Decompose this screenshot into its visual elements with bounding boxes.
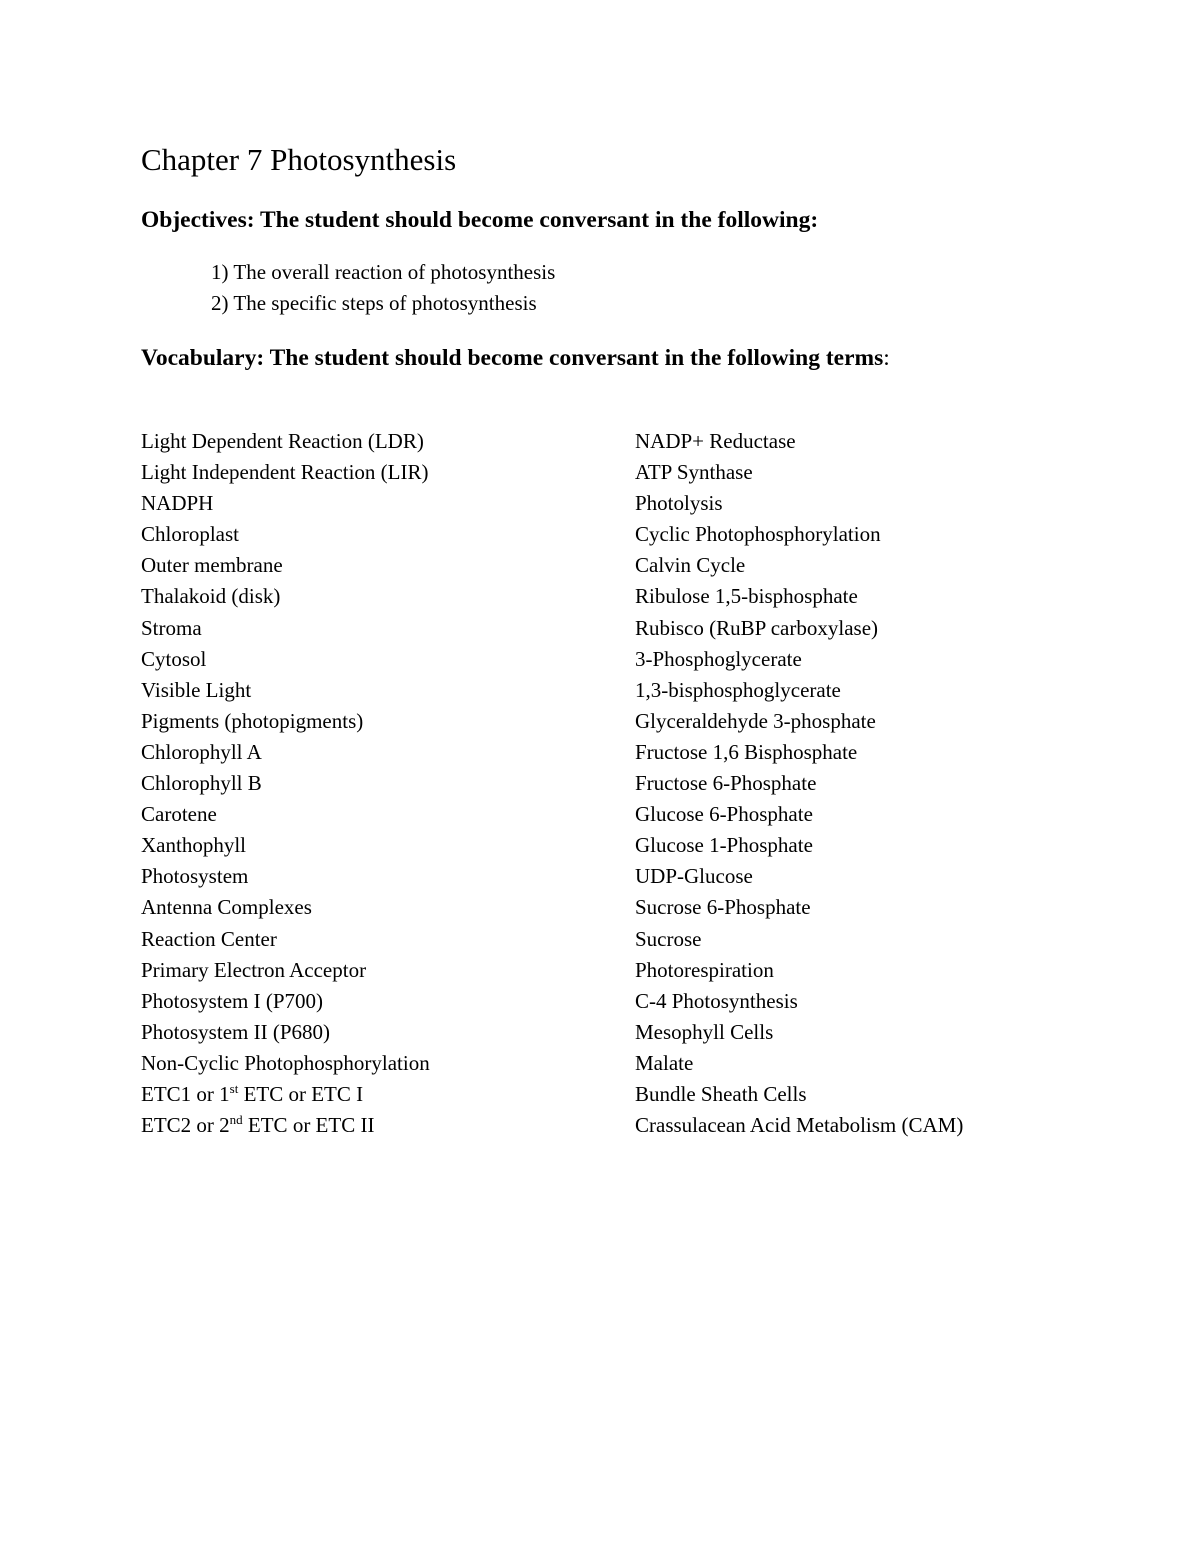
vocab-term: Outer membrane (141, 553, 283, 578)
page-title: Chapter 7 Photosynthesis (141, 142, 457, 177)
ordinal-suffix: st (229, 1080, 239, 1096)
vocab-term: Crassulacean Acid Metabolism (CAM) (635, 1113, 964, 1138)
vocab-term: 1,3-bisphosphoglycerate (635, 677, 841, 702)
vocab-term: 3-Phosphoglycerate (635, 646, 802, 671)
vocab-term: Cytosol (141, 646, 207, 671)
vocab-term: Stroma (141, 615, 202, 640)
vocab-term: ATP Synthase (635, 460, 753, 485)
objective-item: 1) The overall reaction of photosynthesis (211, 260, 556, 284)
vocab-term-text: ETC2 or 2 (141, 1113, 230, 1138)
vocab-term: Antenna Complexes (141, 895, 312, 920)
vocab-term: Cyclic Photophosphorylation (635, 522, 881, 547)
vocab-term: Glyceraldehyde 3-phosphate (635, 708, 876, 733)
vocab-term: Carotene (141, 802, 217, 827)
vocab-term: Glucose 6-Phosphate (635, 802, 813, 827)
vocab-term: NADP+ Reductase (635, 429, 796, 453)
vocab-term: Sucrose (635, 926, 702, 951)
vocab-term-etc1 (141, 1079, 430, 1110)
vocabulary-heading (141, 343, 890, 373)
vocab-term: Non-Cyclic Photophosphorylation (141, 1050, 430, 1075)
vocab-term: Fructose 6-Phosphate (635, 771, 817, 796)
vocab-term-text: ETC or ETC I (238, 1081, 364, 1106)
vocab-term-etc2 (141, 1110, 430, 1141)
vocab-term: NADPH (141, 491, 214, 516)
vocab-term: Photosystem I (P700) (141, 988, 324, 1013)
vocab-term: Glucose 1-Phosphate (635, 833, 813, 858)
vocab-term-text: ETC or ETC II (242, 1113, 375, 1138)
vocabulary-heading-colon: : (883, 345, 890, 371)
vocab-term: Ribulose 1,5-bisphosphate (635, 584, 858, 609)
vocab-term: C-4 Photosynthesis (635, 988, 798, 1013)
vocab-term: Chloroplast (141, 522, 239, 547)
vocab-term: Photosystem II (P680) (141, 1019, 330, 1044)
vocab-term: Photolysis (635, 491, 723, 516)
vocab-term: Thalakoid (disk) (141, 584, 281, 609)
vocabulary-heading-text: Vocabulary: The student should become conversant in the following terms (141, 345, 884, 371)
vocab-term: Fructose 1,6 Bisphosphate (635, 739, 858, 764)
objectives-heading: Objectives: The student should become conversant in the following: (141, 207, 819, 233)
vocab-term: Light Independent Reaction (LIR) (141, 460, 429, 485)
vocabulary-column-left (141, 426, 430, 1141)
vocab-term: Photosystem (141, 864, 249, 889)
vocab-term: Sucrose 6-Phosphate (635, 895, 811, 920)
vocab-term: Primary Electron Acceptor (141, 957, 367, 982)
vocab-term: Light Dependent Reaction (LDR) (141, 429, 424, 453)
vocabulary-column-right (635, 426, 963, 1141)
vocab-term-text: ETC1 or 1 (141, 1081, 230, 1106)
objectives-list (211, 257, 555, 319)
vocab-term: Chlorophyll A (141, 739, 262, 764)
vocab-term: Xanthophyll (141, 833, 246, 858)
vocab-term: Pigments (photopigments) (141, 708, 364, 733)
vocab-term: Reaction Center (141, 926, 277, 951)
vocab-term: Bundle Sheath Cells (635, 1081, 807, 1106)
vocab-term: Malate (635, 1050, 694, 1075)
vocab-term: Rubisco (RuBP carboxylase) (635, 615, 879, 640)
vocab-term: Chlorophyll B (141, 771, 262, 796)
vocab-term: Mesophyll Cells (635, 1019, 774, 1044)
vocab-term: Visible Light (141, 677, 252, 702)
objective-item: 2) The specific steps of photosynthesis (211, 291, 537, 315)
vocab-term: Calvin Cycle (635, 553, 746, 578)
vocab-term: UDP-Glucose (635, 864, 753, 889)
ordinal-suffix: nd (229, 1112, 243, 1128)
vocab-term: Photorespiration (635, 957, 774, 982)
